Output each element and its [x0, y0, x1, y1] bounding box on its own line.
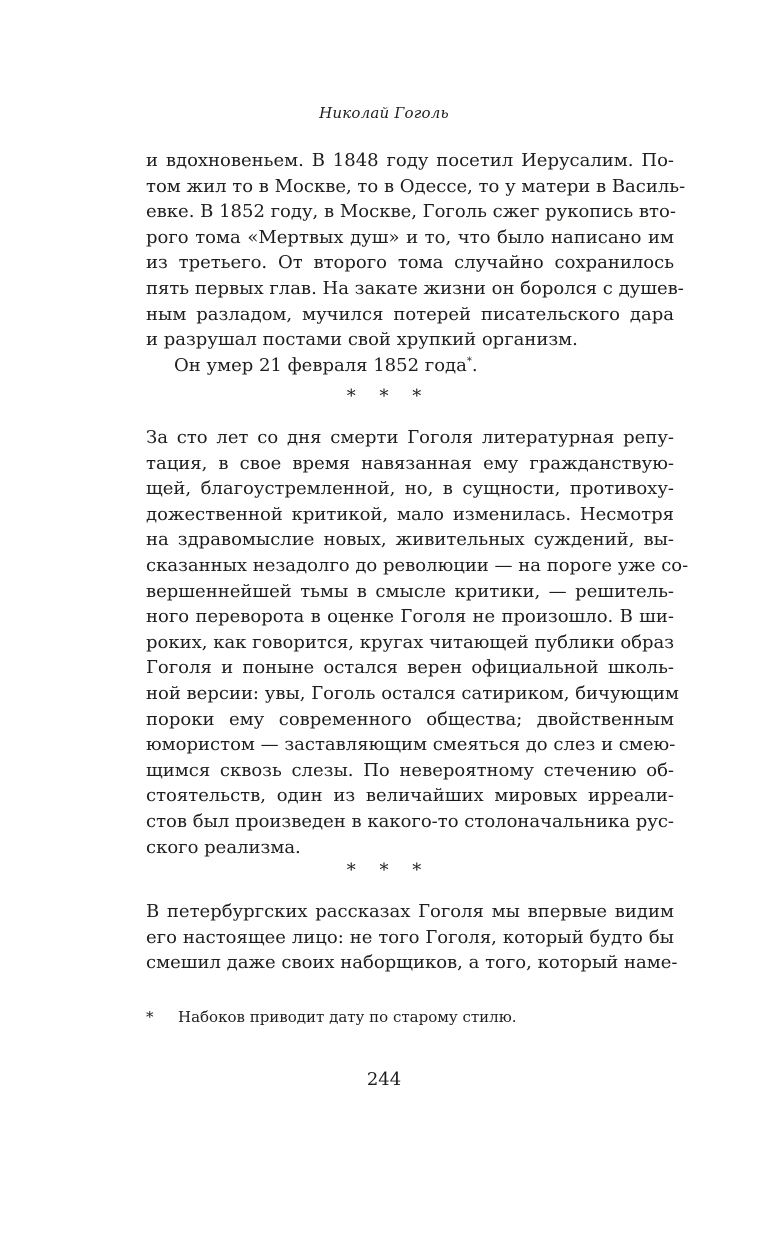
- text-line: из третьего. От второго тома случайно сохранилось: [146, 252, 674, 274]
- section-separator-1: * * *: [346, 386, 422, 407]
- text-line: ным разладом, мучился потерей писательского дара: [146, 303, 674, 325]
- text-line: стоятельств, один из величайших мировых ирреали-: [146, 785, 674, 807]
- section-2-paragraph: [146, 425, 689, 860]
- paragraph-2: Он умер 21 февраля 1852 года*.: [174, 354, 478, 376]
- text-line: В петербургских рассказах Гоголя мы впервые видим: [146, 901, 674, 922]
- text-line: рого тома «Мертвых душ» и то, что было написано им: [146, 226, 674, 248]
- paragraph-2-text: Он умер 21 февраля 1852 года: [174, 354, 467, 376]
- paragraph-1: [146, 148, 686, 378]
- text-line: ной версии: увы, Гоголь остался сатириком, бичующим: [146, 682, 679, 704]
- text-line: щимся сквозь слезы. По невероятному стечению об-: [146, 759, 674, 781]
- text-line: и вдохновеньем. В 1848 году посетил Иерусалим. По-: [146, 150, 674, 171]
- text-line: За сто лет со дня смерти Гоголя литературная репу-: [146, 427, 674, 448]
- text-line: сказанных незадолго до революции — на пороге уже со-: [146, 554, 689, 576]
- running-head: Николай Гоголь: [319, 104, 449, 122]
- footnote-mark: *: [146, 1008, 154, 1026]
- text-line: пять первых глав. На закате жизни он боролся с душев-: [146, 277, 684, 299]
- footnote-text: Набоков приводит дату по старому стилю.: [178, 1008, 517, 1026]
- text-line: тация, в свое время навязанная ему гражданствую-: [146, 452, 674, 474]
- text-line: Гоголя и поныне остался верен официальной школь-: [146, 657, 674, 679]
- text-line: и разрушал постами свой хрупкий организм.: [146, 329, 578, 351]
- section-separator-2: * * *: [346, 860, 422, 881]
- text-line: его настоящее лицо: не того Гоголя, который будто бы: [146, 926, 674, 948]
- text-line: на здравомыслие новых, живительных суждений, вы-: [146, 529, 674, 551]
- text-line: вершеннейшей тьмы в смысле критики, — решитель-: [146, 580, 674, 602]
- text-line: ского реализма.: [146, 836, 301, 858]
- text-line: евке. В 1852 году, в Москве, Гоголь сжег рукопись вто-: [146, 201, 676, 223]
- text-line: дожественной критикой, мало изменилась. Несмотря: [146, 503, 674, 525]
- text-line: роких, как говорится, кругах читающей публики образ: [146, 631, 675, 653]
- text-line: щей, благоустремленной, но, в сущности, противоху-: [146, 478, 674, 500]
- text-line: том жил то в Москве, то в Одессе, то у матери в Василь-: [146, 175, 686, 197]
- text-line: ного переворота в оценке Гоголя не произошло. В ши-: [146, 606, 674, 628]
- text-line: стов был произведен в какого-то столоначальника рус-: [146, 810, 674, 832]
- page-number: 244: [366, 1069, 402, 1090]
- text-line: пороки ему современного общества; двойственным: [146, 708, 674, 730]
- text-line: смешил даже своих наборщиков, а того, который наме-: [146, 952, 678, 974]
- text-line: юмористом — заставляющим смеяться до слез и смею-: [146, 734, 676, 756]
- section-3-paragraph: [146, 899, 678, 976]
- footnote-reference-mark: *: [466, 355, 472, 367]
- footnote: [146, 1008, 674, 1026]
